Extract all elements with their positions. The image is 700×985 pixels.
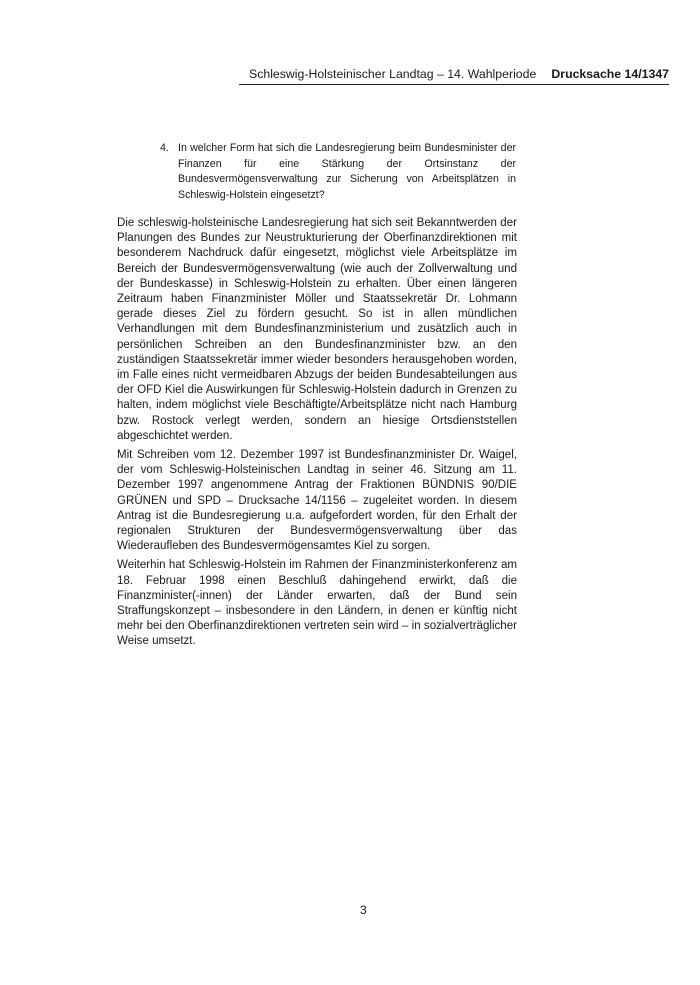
answer-paragraph-3: Weiterhin hat Schleswig-Holstein im Rahmen der Finanzministerkonferenz am 18. Februar 1998 einen Beschluß dahingehend erwirkt, daß die Finanzminister(-innen) der Länder erwarten, daß der Bund sein Straffungskonzept – insbesondere in den Ländern, in denen er künftig nicht mehr bei den Oberfinanzdirektionen vertreten sein wird – in sozialverträglicher Weise umsetzt.: [117, 559, 517, 648]
page-number: 3: [360, 903, 367, 917]
question-number: 4.: [160, 142, 169, 154]
answer-paragraph-1: Die schleswig-holsteinische Landesregierung hat sich seit Bekanntwerden der Planungen des Bundes zur Neustrukturierung der Oberfinanzdirektionen mit besonderem Nachdruck dafür eingesetzt, möglichst viele Arbeitsplätze im Bereich der Bundesvermögensverwaltung (wie auch der Zollverwaltung und der Bundeskasse) in Schleswig-Holstein zu erhalten. Über einen längeren Zeitraum haben Finanzminister Möller und Staatssekretär Dr. Lohmann gerade dieses Ziel zu fördern gesucht. So ist in allen mündlichen Verhandlungen mit dem Bundesfinanzministerium und zusätzlich auch in persönlichen Schreiben an den Bundesfinanzminister bzw. an den zuständigen Staatssekretär immer wieder besonders herausgehoben worden, im Falle eines nicht vermeidbaren Abzugs der beiden Bundesabteilungen aus der OFD Kiel die Auswirkungen für Schleswig-Holstein dadurch in Grenzen zu halten, indem möglichst viele Beschäftigte/Arbeitsplätze nicht nach Hamburg bzw. Rostock verlegt werden, sondern an hiesige Ortsdienststellen abgeschichtet werden.: [117, 217, 517, 442]
document-number: Drucksache 14/1347: [551, 67, 669, 81]
page-header: [239, 66, 669, 85]
question-text: In welcher Form hat sich die Landesregierung beim Bundesminister der Finanzen für eine Stärkung der Ortsinstanz der Bundesvermögensverwaltung zur Sicherung von Arbeitsplätzen in Schleswig-Holstein eingesetzt?: [178, 142, 516, 201]
question-block: [160, 141, 516, 203]
answer-text: [117, 216, 517, 654]
answer-paragraph-2: Mit Schreiben vom 12. Dezember 1997 ist Bundesfinanzminister Dr. Waigel, der vom Schleswig-Holsteinischen Landtag in seiner 46. Sitzung am 11. Dezember 1997 angenommene Antrag der Fraktionen BÜNDNIS 90/DIE GRÜNEN und SPD – Drucksache 14/1156 – zugeleitet worden. In diesem Antrag ist die Bundesregierung u.a. aufgefordert worden, für den Erhalt der regionalen Strukturen der Bundesvermögensverwaltung über das Wiederaufleben des Bundesvermögensamtes Kiel zu sorgen.: [117, 449, 517, 553]
header-title: Schleswig-Holsteinischer Landtag – 14. Wahlperiode: [249, 67, 537, 81]
